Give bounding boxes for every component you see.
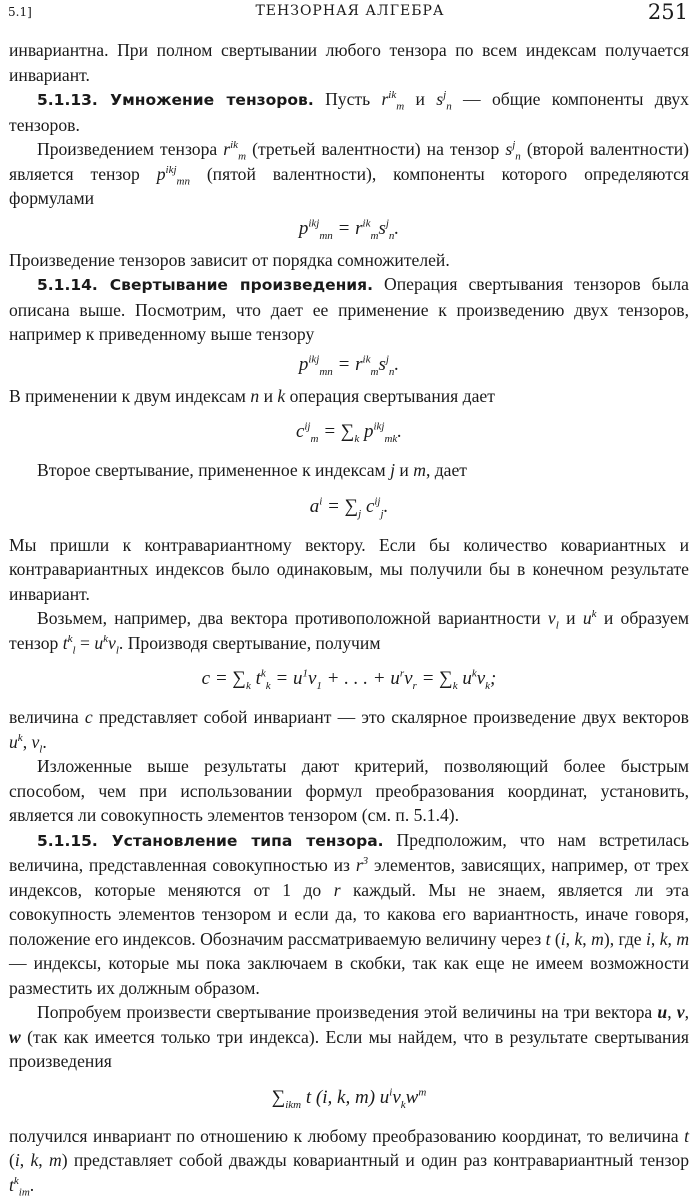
paragraph-two-vectors: Возьмем, например, два вектора противоположной вариантности $v_l$ и $u^k$ и образуем тензор $t^k_l = u^kv_l$. Производя свертывание, получим (9, 608, 690, 657)
formula-scalar-product: $c = \sum_k$ $t^k_k = u^1v_1$ + . . . + $u^rv_r = \sum_k$ $u^kv_k$; (201, 667, 497, 692)
section-title: 5.1.13. Умножение тензоров. (37, 91, 314, 109)
page-body (9, 38, 689, 1197)
section-5-1-15: 5.1.15. Установление типа тензора. Предположим, что нам встретилась величина, представленная совокупностью из $r^3$ элементов, зависящих, например, от трех индексов, которые меняются от 1 до r каждый. Мы не знаем, является ли эта совокупность элементов тензором и если да, то какова его вариантность, иначе говоря, положение его индексов. Обозначим рассматриваемую величину через t (i, k, m), где i, k, m — индексы, которые мы пока заключаем в скобки, так как еще не имеем возможности разместить их должным образом. (9, 829, 690, 998)
page-header (0, 0, 700, 34)
running-title: ТЕНЗОРНАЯ АЛГЕБРА (255, 3, 445, 19)
paragraph-contravariant-vector: Мы пришли к контравариантному вектору. Если бы количество ковариантных и контравариантных индексов было одинаковым, мы получили бы в конечном результате инвариант. (9, 534, 689, 604)
formula-product: $p^{ikj}_{mn} = r^{ik}_ms^j_n$. (298, 217, 400, 242)
paragraph-product-definition: Произведением тензора $r^{ik}_m$ (третьей валентности) на тензор $s^j_n$ (второй валентности) является тензор $p^{ikj}_{mn}$ (пятой валентности), компоненты которого определяются формулами (9, 139, 690, 208)
paragraph-scalar-invariant: величина c представляет собой инвариант — это скалярное произведение двух векторов $u^k$, $v_l$. (9, 707, 689, 756)
section-5-1-13-heading: 5.1.13. Умножение тензоров. Пусть $r^{ik}_m$ и $s^j_n$ — общие компоненты двух тензоров. (9, 89, 689, 135)
section-reference: 5.1] (8, 5, 32, 19)
paragraph-invariance: инвариантна. При полном свертывании любого тензора по всем индексам получается инвариант. (9, 40, 689, 85)
paragraph-conclusion: получился инвариант по отношению к любому преобразованию координат, то величина t (i, k, m) представляет собой дважды ковариантный и один раз контравариантный тензор $t^k_{im}$. (9, 1125, 689, 1198)
section-5-1-14: 5.1.14. Свертывание произведения. Операция свертывания тензоров была описана выше. Посмотрим, что дает ее применение к произведению двух тензоров, например к приведенному выше тензору (9, 274, 689, 344)
section-title: 5.1.14. Свертывание произведения. (37, 276, 374, 294)
paragraph-second-contraction: Второе свертывание, примененное к индексам j и m, дает (37, 460, 467, 480)
formula-triple-contraction: $\sum_{ikm}$ t (i, k, m) $u^iv_kw^m$ (271, 1086, 427, 1111)
paragraph-criterion: Изложенные выше результаты дают критерий, позволяющий более быстрым способом, чем при использовании формул преобразования координат, установить, является ли совокупность элементов тензором (см. п. 5.1.4). (9, 756, 689, 825)
paragraph-three-vectors: Попробуем произвести свертывание произведения этой величины на три вектора u, v, w (так как имеется только три индекса). Если мы найдем, что в результате свертывания произведения (9, 1002, 690, 1071)
section-title: 5.1.15. Установление типа тензора. (37, 831, 384, 850)
paragraph-order: Произведение тензоров зависит от порядка сомножителей. (9, 249, 450, 270)
paragraph-first-contraction: В применении к двум индексам n и k операция свертывания дает (9, 385, 495, 406)
formula-second-contraction: $a^i = \sum_j$ $c^{ij}_j$. (309, 495, 389, 520)
formula-product-repeat: $p^{ikj}_{mn} = r^{ik}_ms^j_n$. (298, 353, 400, 378)
page-number: 251 (647, 0, 688, 24)
formula-first-contraction: $c^{ij}_m = \sum_k$ $p^{ikj}_{mk}$. (295, 420, 403, 445)
